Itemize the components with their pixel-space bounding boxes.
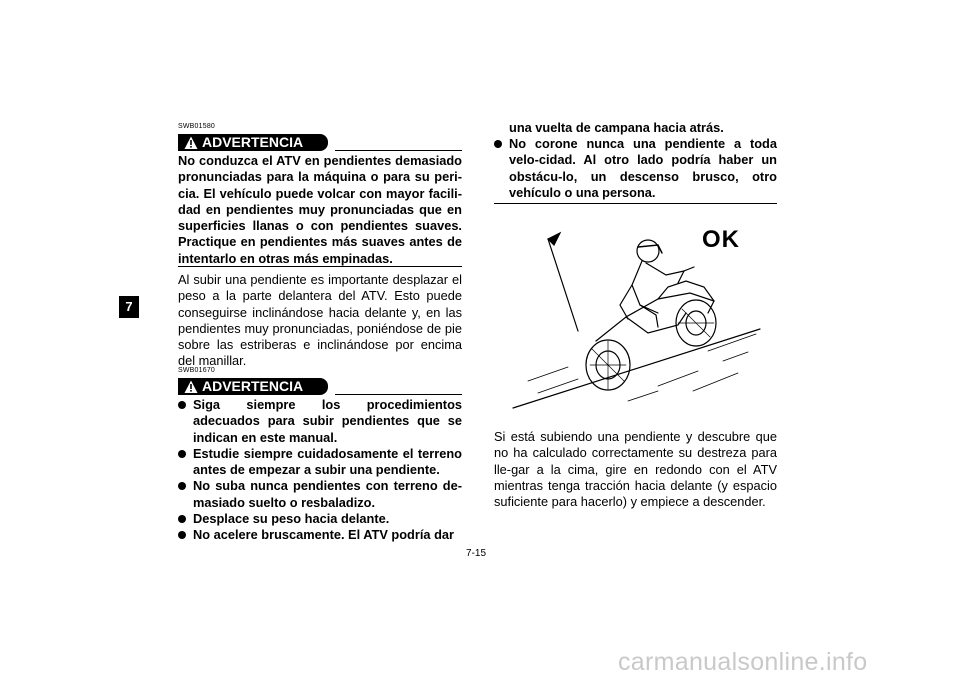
list-item: [178, 446, 462, 479]
warning-end-rule-2: [494, 203, 777, 204]
bullet-icon: [494, 140, 502, 148]
warning-continuation: una vuelta de campana hacia atrás.: [509, 120, 724, 135]
chapter-tab: 7: [119, 296, 139, 318]
bullet-text: No suba nunca pendientes con terreno de-masiado suelto o resbaladizo.: [193, 478, 462, 510]
bullet-icon: [178, 482, 186, 490]
warning-label-1: ADVERTENCIA: [202, 134, 304, 150]
list-item: [178, 511, 462, 527]
list-item: [178, 527, 462, 543]
warning-bullet-list-right: [494, 136, 777, 201]
warning-triangle-icon: [184, 136, 198, 150]
warning-label-2: ADVERTENCIA: [202, 378, 304, 394]
body-paragraph-right: Si está subiendo una pendiente y descubre que no ha calculado correctamente su destreza para lle-gar a la cima, gire en redondo con el ATV mientras tenga tracción hacia delante (y espacio suficiente para hacerlo) y empiece a descender.: [494, 429, 777, 510]
body-paragraph-left: Al subir una pendiente es importante desplazar el peso a la parte delantera del ATV. Esto puede conseguirse inclinándose hacia delante y, en las pendientes muy pronunciadas, poniéndose de pie sobre las estriberas e inclinándose por encima del manillar.: [178, 272, 462, 369]
bullet-text: Siga siempre los procedimientos adecuados para subir pendientes que se indican en este manual.: [193, 397, 462, 445]
page-number: 7-15: [466, 548, 487, 559]
bullet-icon: [178, 401, 186, 409]
warning-banner-2: [178, 378, 328, 395]
warning-code-1: SWB01580: [178, 123, 216, 130]
figure-label-ok: OK: [702, 226, 740, 253]
bullet-text: Estudie siempre cuidadosamente el terreno antes de empezar a subir una pendiente.: [193, 445, 462, 478]
bullet-text: No acelere bruscamente. El ATV podría dar: [193, 527, 454, 543]
watermark: carmanualsonline.info: [618, 648, 868, 676]
warning-bullet-list-left: [178, 397, 462, 544]
warning-banner-1: [178, 134, 328, 151]
list-item: [494, 136, 777, 201]
warning-rule-2: [335, 394, 462, 395]
list-item: [178, 478, 462, 511]
bullet-icon: [178, 450, 186, 458]
list-item: [178, 397, 462, 446]
warning-rule-1: [335, 150, 462, 151]
warning-code-2: SWB01670: [178, 367, 216, 374]
warning-text-1: No conduzca el ATV en pendientes demasiado pronunciadas para la máquina o para su peri-cia. El vehículo puede volcar con mayor facili-dad en pendientes muy pronunciadas que en superficies llanas o con pendientes suaves. Practique en pendientes más suaves antes de intentarlo en otras más empinadas.: [178, 153, 462, 266]
bullet-icon: [178, 531, 186, 539]
warning-end-rule-1: [178, 266, 462, 267]
warning-triangle-icon: [184, 380, 198, 394]
bullet-icon: [178, 515, 186, 523]
bullet-text: No corone nunca una pendiente a toda velo-cidad. Al otro lado podría haber un obstácu-lo, un descenso brusco, otro vehículo o una persona.: [509, 136, 777, 200]
bullet-text: Desplace su peso hacia delante.: [193, 511, 390, 527]
